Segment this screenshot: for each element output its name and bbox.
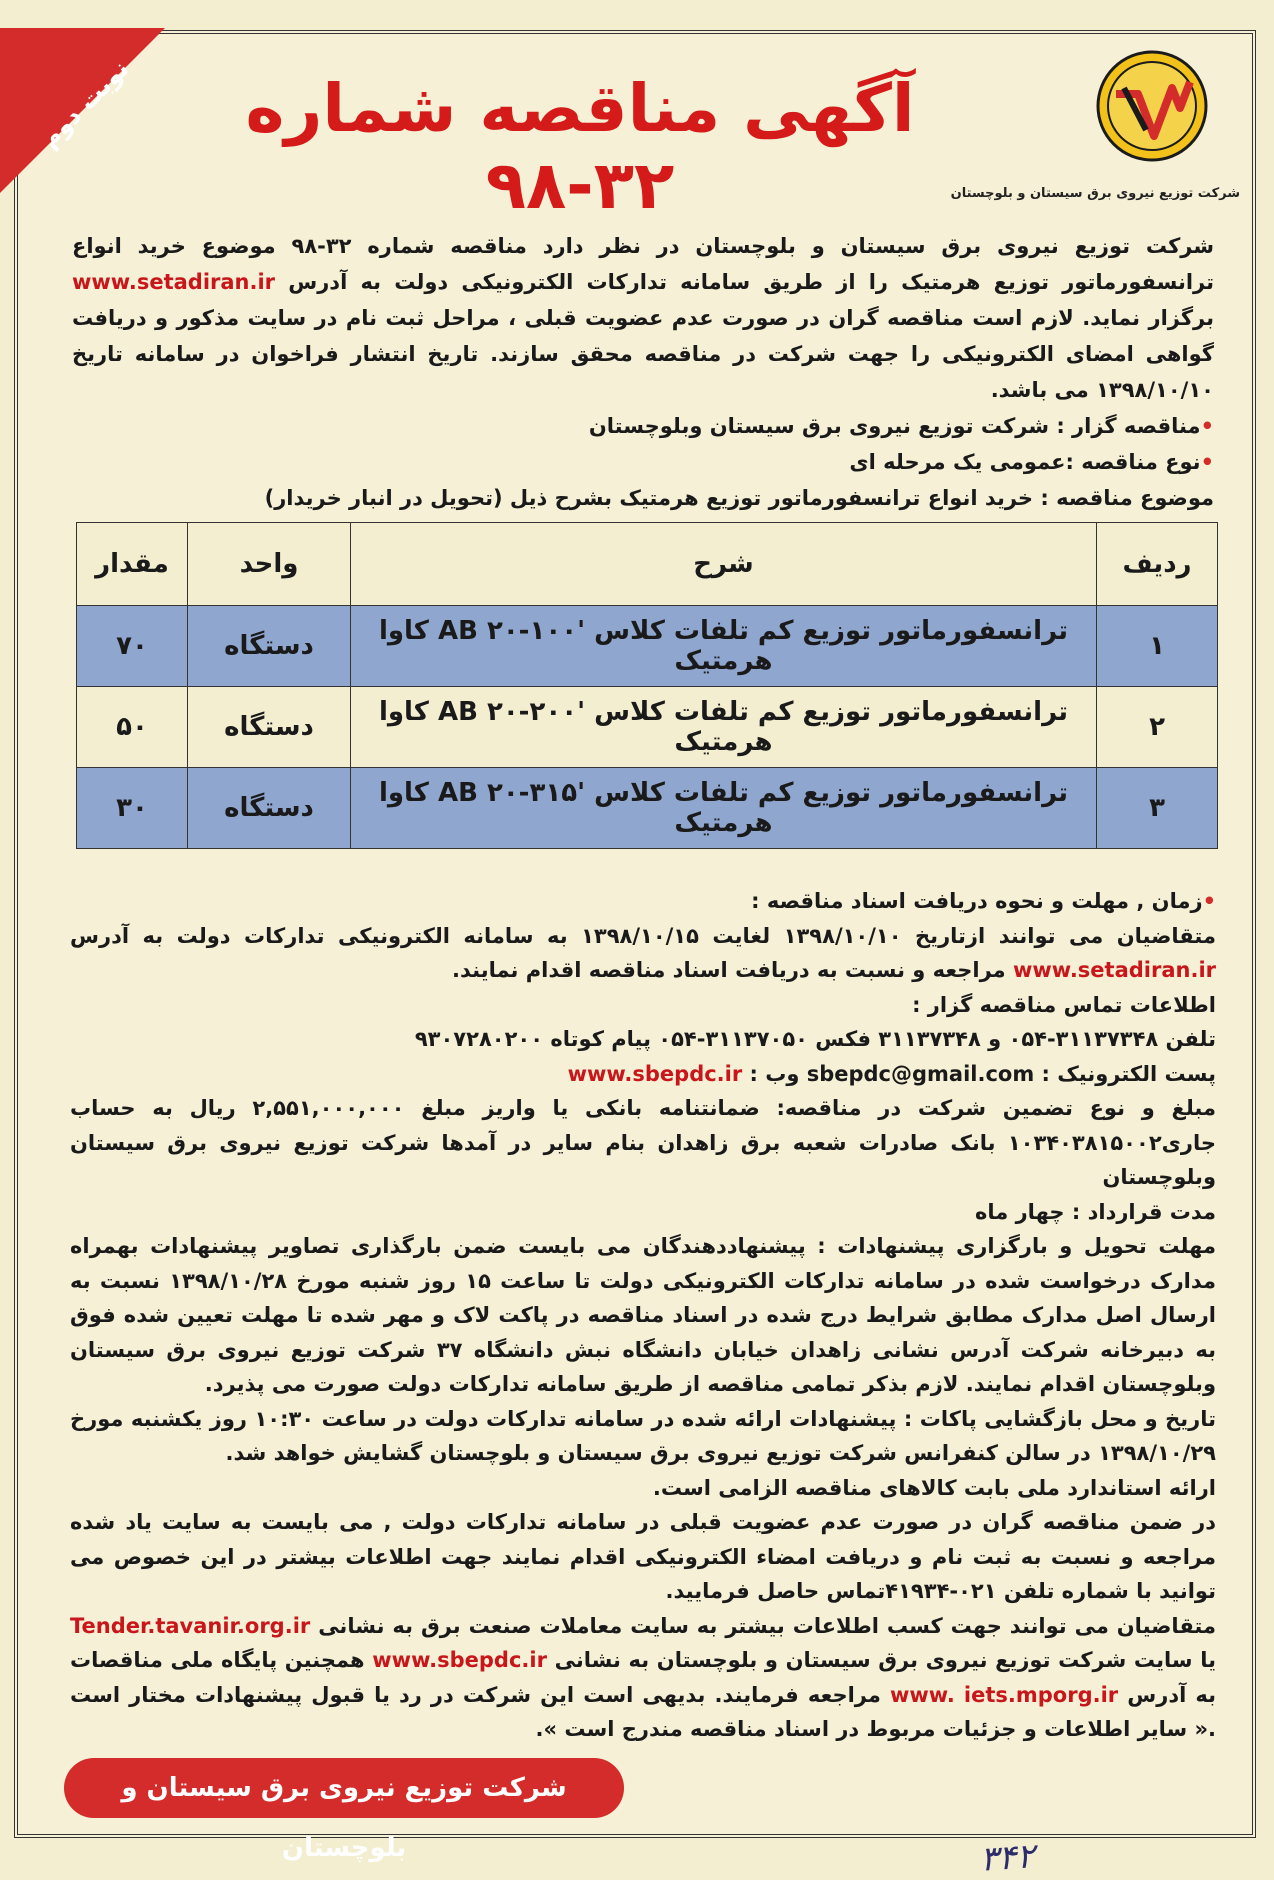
time-text: متقاضیان می توانند ازتاریخ ۱۳۹۸/۱۰/۱۰ لغایت ۱۳۹۸/۱۰/۱۵ به سامانه الکترونیکی تدارکات دولت به آدرس <box>70 923 1216 948</box>
email-web-line <box>70 1057 1216 1092</box>
table-row <box>77 687 1218 768</box>
logo-caption: شرکت توزیع نیروی برق سیستان و بلوچستان <box>950 186 1240 201</box>
time-text-b: مراجعه و نسبت به دریافت اسناد مناقصه اقدام نمایند. <box>452 958 1006 982</box>
time-paragraph <box>70 919 1216 988</box>
row-quantity: ۳۰ <box>77 768 188 849</box>
duration-line: مدت قرارداد : چهار ماه <box>975 1199 1216 1224</box>
more-text-c: همچنین پایگاه ملی مناقصات به آدرس <box>70 1648 1217 1707</box>
intro-text-b: برگزار نماید. لازم است مناقصه گران در صورت عدم عضویت قبلی ، مراحل ثبت نام در سایت مذکور و دریافت گواهی امضای الکترونیکی را جهت شرکت در مناقصه محقق سازند. تاریخ انتشار فراخوان در سامانه تاریخ ۱۳۹۸/۱۰/۱۰ می باشد. <box>72 306 1214 402</box>
row-number: ۱ <box>1097 606 1218 687</box>
header-unit: واحد <box>188 523 351 606</box>
row-quantity: ۷۰ <box>77 606 188 687</box>
iets-link[interactable]: www. iets.mporg.ir <box>889 1682 1119 1707</box>
standard-line: ارائه استاندارد ملی بابت کالاهای مناقصه الزامی است. <box>652 1475 1216 1500</box>
organizer-text: مناقصه گزار : شرکت توزیع نیروی برق سیستان وبلوچستان <box>588 414 1201 438</box>
corner-badge <box>0 28 190 218</box>
guarantee-paragraph: مبلغ و نوع تضمین شرکت در مناقصه: ضمانتنامه بانکی یا واریز مبلغ ۲,۵۵۱,۰۰۰,۰۰۰ ریال به حساب جاری۱۰۳۴۰۳۸۱۵۰۰۲ بانک صادرات شعبه برق زاهدان بنام سایر در آمدها شرکت توزیع نیروی برق سیستان وبلوچستان <box>70 1096 1216 1189</box>
contact-phones: تلفن ۳۱۱۳۷۳۴۸-۰۵۴ و ۳۱۱۳۷۳۴۸ فکس ۳۱۱۳۷۰۵۰-۰۵۴ پیام کوتاه ۹۳۰۷۲۸۰۲۰۰ <box>414 1027 1216 1051</box>
header-quantity: مقدار <box>77 523 188 606</box>
row-unit: دستگاه <box>188 768 351 849</box>
intro-text-a: شرکت توزیع نیروی برق سیستان و بلوچستان در نظر دارد مناقصه شماره ۳۲-۹۸ موضوع خرید انواع ترانسفورماتور توزیع هرمتیک را از طریق سامانه تدارکات الکترونیکی دولت به آدرس <box>72 234 1214 294</box>
email-address[interactable]: sbepdc@gmail.com <box>806 1061 1035 1086</box>
handwritten-note: ۳۴۲ <box>978 1836 1037 1880</box>
opening-paragraph: تاریخ و محل بازگشایی پاکات : پیشنهادات ارائه شده در سامانه تدارکات دولت در ساعت ۱۰:۳۰ روز یکشنبه مورخ ۱۳۹۸/۱۰/۲۹ در سالن کنفرانس شرکت توزیع نیروی برق سیستان و بلوچستان گشایش خواهد شد. <box>70 1406 1217 1465</box>
email-label: پست الکترونیک : <box>1041 1061 1216 1086</box>
tavanir-link[interactable]: Tender.tavanir.org.ir <box>70 1613 311 1638</box>
table-header-row <box>77 523 1218 606</box>
more-text-a: متقاضیان می توانند جهت کسب اطلاعات بیشتر به سایت معاملات صنعت برق به نشانی <box>318 1613 1217 1638</box>
tender-type-text: نوع مناقصه :عمومی یک مرحله ای <box>849 450 1201 474</box>
more-text-d: مراجعه فرمایند. بدیهی است این شرکت در رد یا قبول پیشنهادات مختار است .« سایر اطلاعات و جزئیات مربوط در اسناد مناقصه مندرج است ». <box>70 1682 1216 1741</box>
tender-type-line: •نوع مناقصه :عمومی یک مرحله ای <box>849 450 1214 474</box>
setadiran-link-2[interactable]: www.setadiran.ir <box>1012 958 1216 982</box>
items-table <box>76 522 1218 849</box>
table-row <box>77 768 1218 849</box>
time-heading: •زمان , مهلت و نحوه دریافت اسناد مناقصه : <box>751 889 1216 913</box>
company-logo <box>1094 48 1210 164</box>
row-unit: دستگاه <box>188 687 351 768</box>
header-row-number: ردیف <box>1097 523 1218 606</box>
row-number: ۲ <box>1097 687 1218 768</box>
row-description: ترانسفورماتور توزیع کم تلفات کلاس 'AB ۲۰-۲۰۰ کاوا هرمتیک <box>351 687 1097 768</box>
row-unit: دستگاه <box>188 606 351 687</box>
more-info-paragraph <box>70 1609 1216 1747</box>
row-description: ترانسفورماتور توزیع کم تلفات کلاس 'AB ۲۰-۳۱۵ کاوا هرمتیک <box>351 768 1097 849</box>
row-description: ترانسفورماتور توزیع کم تلفات کلاس 'AB ۲۰-۱۰۰ کاوا هرمتیک <box>351 606 1097 687</box>
notice-title: آگهی مناقصه شماره ۳۲-۹۸ <box>245 70 915 224</box>
intro-paragraph <box>72 228 1214 408</box>
subject-line: موضوع مناقصه : خرید انواع ترانسفورماتور توزیع هرمتیک بشرح ذیل (تحویل در انبار خریدار) <box>264 486 1214 510</box>
time-heading-text: زمان , مهلت و نحوه دریافت اسناد مناقصه : <box>751 889 1203 913</box>
sbepdc-link-2[interactable]: www.sbepdc.ir <box>372 1648 547 1672</box>
footer-company-banner: شرکت توزیع نیروی برق سیستان و بلوچستان <box>64 1758 624 1818</box>
intro-section <box>72 228 1214 516</box>
row-number: ۳ <box>1097 768 1218 849</box>
submission-paragraph: مهلت تحویل و بارگزاری پیشنهادات : پیشنهاددهندگان می بایست ضمن بارگذاری تصاویر پیشنهادات بهمراه مدارک درخواست شده در سامانه تدارکات الکترونیکی دولت تا ساعت ۱۵ روز شنبه مورخ ۱۳۹۸/۱۰/۲۸ نسبت به ارسال اصل مدارک مطابق شرایط درج شده در اسناد مناقصه در پاکت لاک و مهر شده تا مهلت تعیین شده فوق به دبیرخانه شرکت آدرس نشانی زاهدان خیابان دانشگاه نبش دانشگاه ۳۷ شرکت توزیع نیروی برق سیستان وبلوچستان اقدام نمایند. لازم بذکر تمامی مناقصه از طریق سامانه تدارکات دولت صورت می پذیرد. <box>70 1234 1216 1396</box>
corner-badge-label: نوبت دوم <box>35 54 135 154</box>
organizer-line: •مناقصه گزار : شرکت توزیع نیروی برق سیستان وبلوچستان <box>588 414 1214 438</box>
more-text-b: یا سایت شرکت توزیع نیروی برق سیستان و بلوچستان به نشانی <box>554 1648 1216 1672</box>
contact-heading: اطلاعات تماس مناقصه گزار : <box>912 992 1216 1017</box>
setadiran-link[interactable]: www.setadiran.ir <box>72 270 276 294</box>
header-description: شرح <box>351 523 1097 606</box>
table-row <box>77 606 1218 687</box>
web-label: وب : <box>749 1061 800 1086</box>
note-paragraph: در ضمن مناقصه گران در صورت عدم عضویت قبلی در سامانه تدارکات دولت , می بایست به سایت یاد شده مراجعه و نسبت به ثبت نام و دریافت امضاء الکترونیکی اقدام نمایند جهت اطلاعات بیشتر در این خصوص می توانید با شماره تلفن ۰۲۱-۴۱۹۳۴تماس حاصل فرمایید. <box>70 1510 1216 1603</box>
sbepdc-link[interactable]: www.sbepdc.ir <box>567 1061 743 1086</box>
details-section <box>70 884 1216 1747</box>
row-quantity: ۵۰ <box>77 687 188 768</box>
